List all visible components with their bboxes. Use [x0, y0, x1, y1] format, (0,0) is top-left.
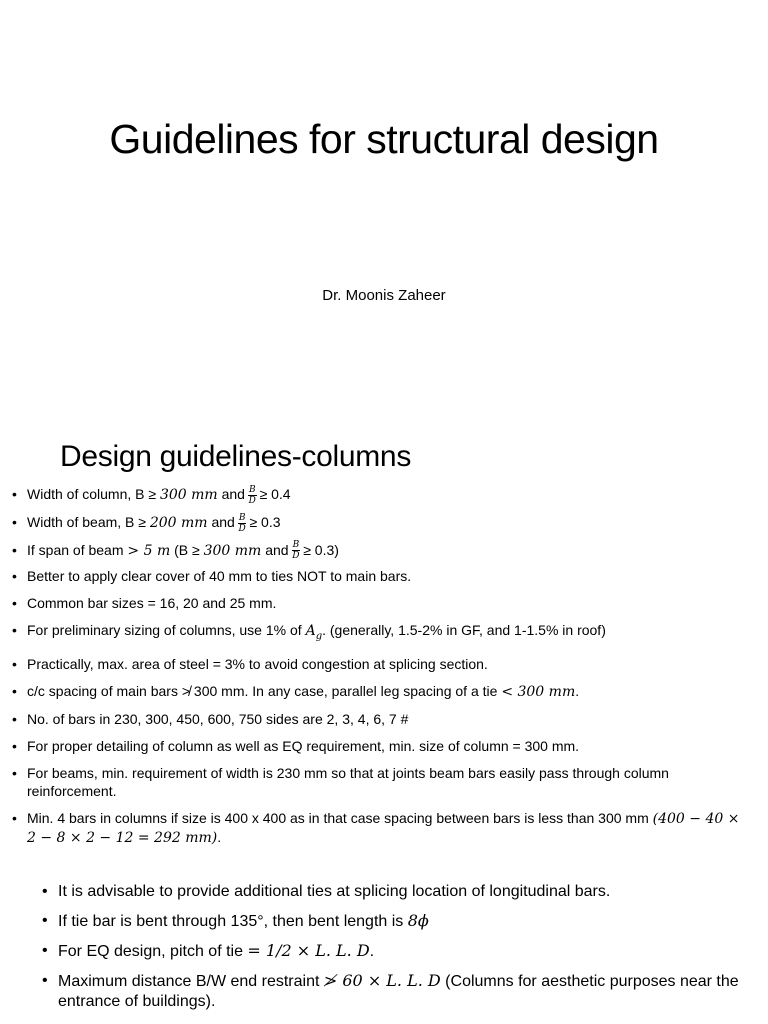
list-item-bar-sizes: • Common bar sizes = 16, 20 and 25 mm. — [12, 594, 752, 612]
list-item-beam-width: • For beams, min. requirement of width is 230 mm so that at joints beam bars easily pass through column reinforcement. — [12, 764, 752, 800]
list-item-preliminary-sizing: • For preliminary sizing of columns, use 1% of $A_g$. (generally, 1.5-2% in GF, and 1-1.5% in roof) — [12, 621, 752, 646]
author-name: Dr. Moonis Zaheer — [322, 287, 446, 304]
list-item-number-of-bars: • No. of bars in 230, 300, 450, 600, 750 sides are 2, 3, 4, 6, 7 # — [12, 710, 752, 728]
title-slide — [0, 0, 768, 400]
list-item-beam-span: • If span of beam > 5 m (B ≥ 300 mm and $\frac{B}{D}$ ≥ 0.3) — [12, 540, 752, 562]
sub-item-eq-pitch: • For EQ design, pitch of tie = 1/2 × L. L. D. — [42, 941, 742, 962]
guideline-list — [12, 484, 752, 856]
fraction-b-over-d: $\frac{B}{D}$ — [248, 484, 256, 506]
list-item-width-column: • Width of column, B ≥ 300 mm and $\frac{B}{D}$ ≥ 0.4 — [12, 484, 752, 506]
fraction-b-over-d: $\frac{B}{D}$ — [292, 540, 300, 562]
list-item-width-beam: • Width of beam, B ≥ 200 mm and $\frac{B}{D}$ ≥ 0.3 — [12, 512, 752, 534]
sub-item-bent-length: • If tie bar is bent through 135°, then bent length is 8ϕ — [42, 911, 742, 932]
sub-guideline-list — [42, 882, 742, 1021]
fraction-b-over-d: $\frac{B}{D}$ — [238, 512, 246, 534]
sub-item-additional-ties: • It is advisable to provide additional ties at splicing location of longitudinal bars. — [42, 882, 742, 902]
list-item-detailing: • For proper detailing of column as well as EQ requirement, min. size of column = 300 mm. — [12, 737, 752, 755]
list-item-minimum-bars: • Min. 4 bars in columns if size is 400 x 400 as in that case spacing between bars is less than 300 mm (400 − 40 × 2 − 8 × 2 − 12 = 292 mm). — [12, 809, 752, 847]
slide-title: Guidelines for structural design — [109, 116, 659, 162]
list-item-max-steel: • Practically, max. area of steel = 3% to avoid congestion at splicing section. — [12, 655, 752, 673]
list-item-clear-cover: • Better to apply clear cover of 40 mm to ties NOT to main bars. — [12, 567, 752, 585]
section-heading: Design guidelines-columns — [60, 440, 412, 473]
sub-item-end-restraint: • Maximum distance B/W end restraint ≯ 60 × L. L. D (Columns for aesthetic purposes near the entrance of buildings). — [42, 971, 742, 1012]
list-item-bar-spacing: • c/c spacing of main bars ≯ 300 mm. In any case, parallel leg spacing of a tie < 300 mm. — [12, 682, 752, 701]
